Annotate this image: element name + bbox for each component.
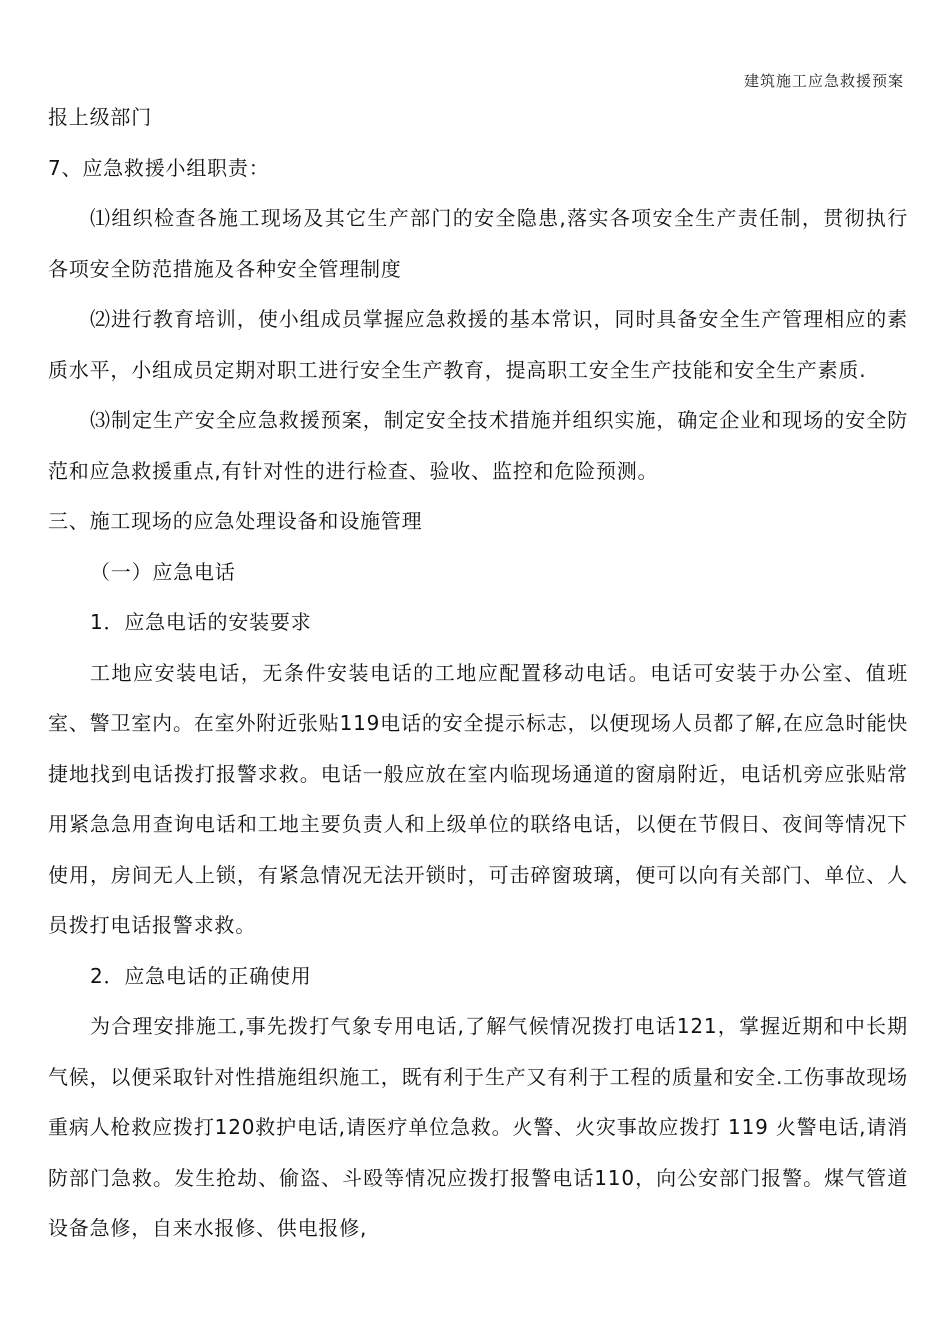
document-body — [48, 92, 908, 1254]
paragraph-phone-installation: 工地应安装电话，无条件安装电话的工地应配置移动电话。电话可安装于办公室、值班室、警卫室内。在室外附近张贴119电话的安全提示标志，以便现场人员都了解,在应急时能快捷地找到电话拨打报警求救。电话一般应放在室内临现场通道的窗扇附近，电话机旁应张贴常用紧急急用查询电话和工地主要负责人和上级单位的联络电话，以便在节假日、夜间等情况下使用，房间无人上锁，有紧急情况无法开锁时，可击碎窗玻璃，便可以向有关部门、单位、人员拨打电话报警求救。 — [48, 660, 908, 937]
paragraph-phone-usage: 为合理安排施工,事先拨打气象专用电话,了解气候情况拨打电话121，掌握近期和中长期气候，以便采取针对性措施组织施工，既有利于生产又有利于工程的质量和安全.工伤事故现场重病人枪救应拨打120救护电话,请医疗单位急救。火警、火灾事故应拨打 119 火警电话,请消防部门急救。发生抢劫、偷盗、斗殴等情况应拨打报警电话110，向公安部门报警。煤气管道设备急修，自来水报修、供电报修, — [48, 1014, 908, 1240]
running-header: 建筑施工应急救援预案 — [743, 72, 904, 90]
paragraph-report-superior: 报上级部门 — [48, 105, 152, 129]
paragraph-duty-3: ⑶制定生产安全应急救援预案，制定安全技术措施并组织实施，确定企业和现场的安全防范和应急救援重点,有针对性的进行检查、验收、监控和危险预测。 — [48, 408, 908, 483]
heading-rescue-team-duties: 7、应急救援小组职责： — [48, 155, 270, 180]
heading-phone-usage: 2．应急电话的正确使用 — [90, 963, 312, 988]
heading-section-3: 三、施工现场的应急处理设备和设施管理 — [48, 509, 423, 533]
paragraph-duty-2: ⑵进行教育培训，使小组成员掌握应急救援的基本常识，同时具备安全生产管理相应的素质水平，小组成员定期对职工进行安全生产教育，提高职工安全生产技能和安全生产素质. — [48, 307, 908, 382]
heading-emergency-phone: （一）应急电话 — [90, 559, 236, 584]
heading-phone-installation: 1．应急电话的安装要求 — [90, 610, 312, 634]
paragraph-duty-1: ⑴组织检查各施工现场及其它生产部门的安全隐患,落实各项安全生产责任制，贯彻执行各项安全防范措施及各种安全管理制度 — [48, 206, 908, 281]
